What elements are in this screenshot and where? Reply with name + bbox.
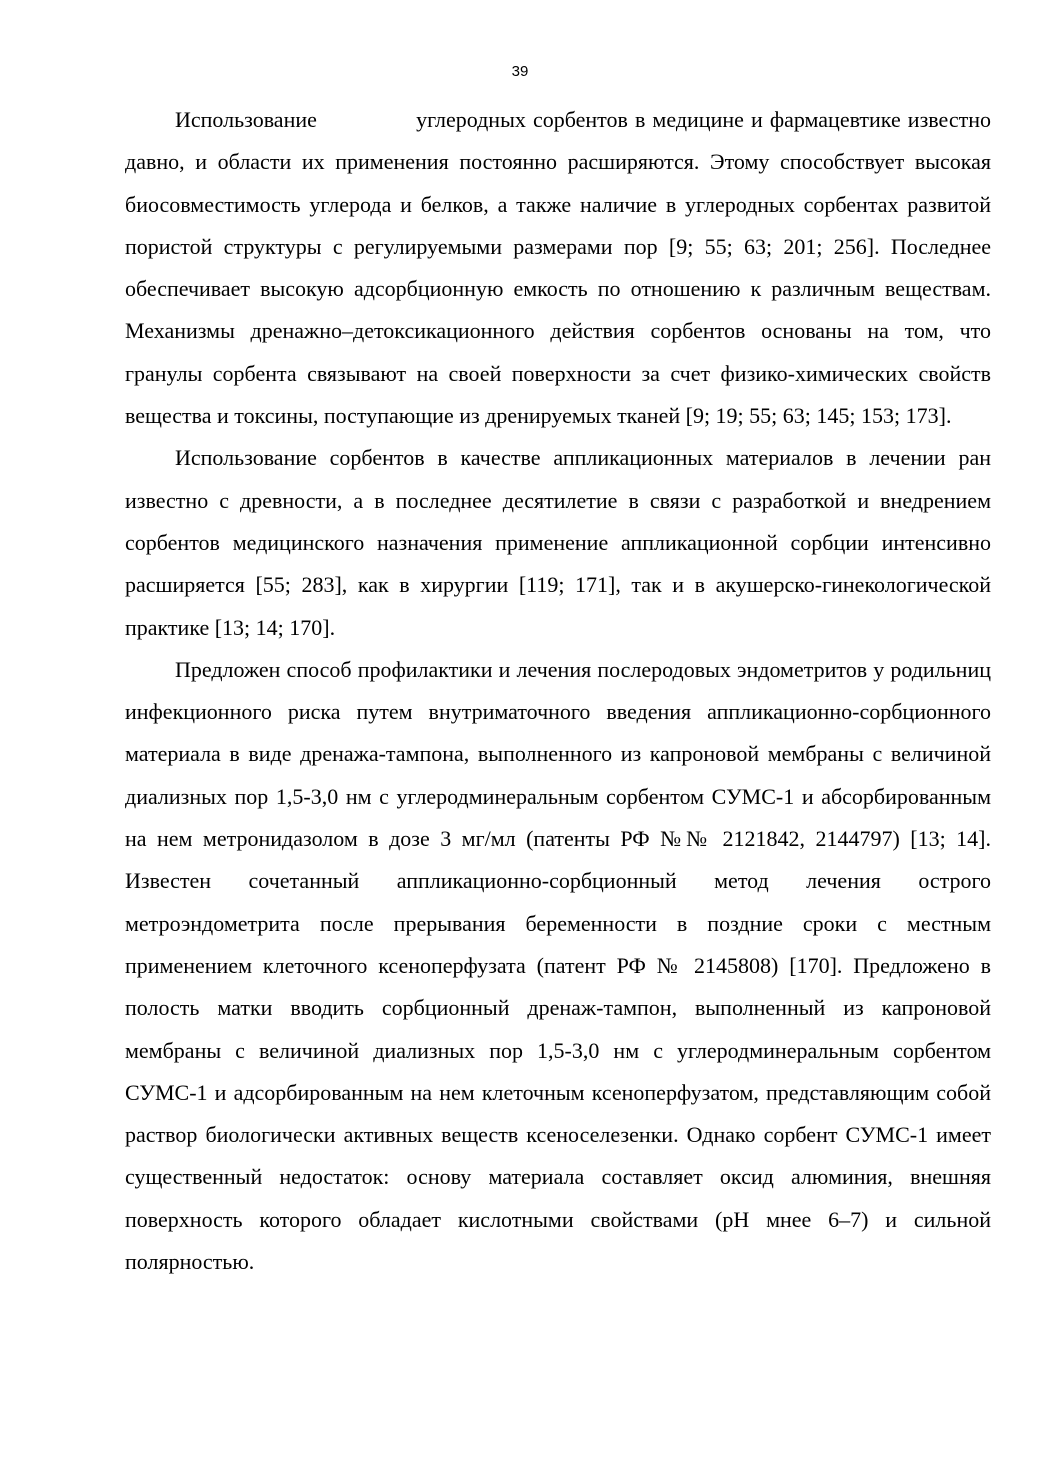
paragraph-endometritis-method: Предложен способ профилактики и лечения послеродовых эндометритов у родильниц инфекционного риска путем внутриматочного введения аппликационно-сорбционного материала в виде дренажа-тампона, выполненного из капроновой мембраны с величиной диализных пор 1,5-3,0 нм с углеродминеральным сорбентом СУМС-1 и абсорбированным на нем метронидазолом в дозе 3 мг/мл (патенты РФ №№ 2121842, 2144797) [13; 14]. Известен сочетанный аппликационно-сорбционный метод лечения острого метроэндометрита после прерывания беременности в поздние сроки с местным применением клеточного ксеноперфузата (патент РФ № 2145808) [170]. Предложено в полость матки вводить сорбционный дренаж-тампон, выполненный из капроновой мембраны с величиной диализных пор 1,5-3,0 нм с углеродминеральным сорбентом СУМС-1 и адсорбированным на нем клеточным ксеноперфузатом, представляющим собой раствор биологически активных веществ ксеноселезенки. Однако сорбент СУМС-1 имеет существенный недостаток: основу материала составляет оксид алюминия, внешняя поверхность которого обладает кислотными свойствами (рН мнее 6–7) и сильной полярностью. (125, 656, 991, 1275)
paragraph-application-sorbents: Использование сорбентов в качестве аппликационных материалов в лечении ран известно с древности, а в последнее десятилетие в связи с разработкой и внедрением сорбентов медицинского назначения применение аппликационной сорбции интенсивно расширяется [55; 283], как в хирургии [119; 171], так и в акушерско-гинекологической практике [13; 14; 170]. (125, 445, 991, 640)
body-text (125, 99, 991, 1283)
paragraph-carbon-sorbents: Использование углеродных сорбентов в медицине и фармацевтике известно давно, и области их применения постоянно расширяются. Этому способствует высокая биосовместимость углерода и белков, а также наличие в углеродных сорбентах развитой пористой структуры с регулируемыми размерами пор [9; 55; 63; 201; 256]. Последнее обеспечивает высокую адсорбционную емкость по отношению к различным веществам. Механизмы дренажно–детоксикационного действия сорбентов основаны на том, что гранулы сорбента связывают на своей поверхности за счет физико-химических свойств вещества и токсины, поступающие из дренируемых тканей [9; 19; 55; 63; 145; 153; 173]. (125, 107, 991, 429)
page-number: 39 (511, 63, 529, 80)
